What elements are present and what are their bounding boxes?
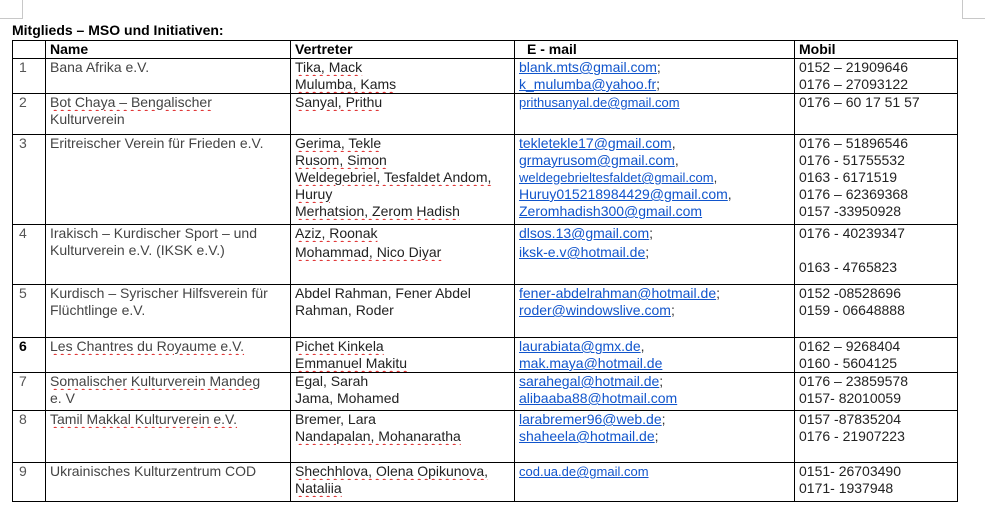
table-row [13,463,958,502]
org-name-cell [46,411,291,463]
header-name: Name [46,41,291,59]
mobile-cell [795,135,958,225]
mobile-number: 0176 - 21907223 [799,428,905,444]
representative-line: Huruy [295,186,333,202]
org-name-cell [46,338,291,373]
row-number: 7 [13,373,46,411]
mobile-cell [795,59,958,94]
org-name-line: Eritreischer Verein für Frieden e.V. [50,135,264,151]
email-link[interactable]: fener-abdelrahman@hotmail.de [519,285,717,301]
mobile-number: 0152 – 21909646 [799,59,908,75]
table-row [13,225,958,285]
email-cell [515,225,795,285]
email-separator: ; [649,225,654,241]
mobile-number: 0176 – 27093122 [799,76,908,92]
row-number: 6 [13,338,46,373]
row-number: 8 [13,411,46,463]
email-cell [515,59,795,94]
representative-cell [291,373,515,411]
email-cell [515,285,795,338]
mobile-number: 0176 – 51896546 [799,135,908,151]
representative-line: Bremer, Lara [295,411,376,427]
email-link[interactable]: iksk-e.v@hotmail.de [519,244,646,260]
header-number [13,41,46,59]
org-name-line: Ukrainisches Kulturzentrum COD [50,463,257,479]
representative-line: Mulumba, Kams [295,76,397,92]
row-number: 2 [13,94,46,135]
mobile-cell [795,225,958,285]
org-name-cell [46,225,291,285]
email-link[interactable]: k_mulumba@yahoo.fr [519,76,657,92]
email-separator: ; [656,76,661,92]
org-name-cell [46,135,291,225]
mobile-cell [795,285,958,338]
mobile-number: 0159 - 06648888 [799,302,905,318]
representative-line: Sanyal, Prithu [295,94,383,110]
mobile-number: 0176 - 40239347 [799,225,905,241]
email-cell [515,463,795,502]
email-separator: , [640,338,645,354]
email-link[interactable]: shaheela@hotmail.de [519,428,655,444]
representative-line: Abdel Rahman, Fener Abdel [295,285,471,301]
table-row [13,373,958,411]
email-link[interactable]: weldegebrieltesfaldet@gmail.com [519,170,714,185]
page-corner-mark-left [0,0,23,19]
email-cell [515,373,795,411]
row-number: 5 [13,285,46,338]
email-link[interactable]: roder@windowslive.com [519,302,671,318]
mobile-number: 0171- 1937948 [799,480,894,496]
mobile-number: 0176 – 60 17 51 57 [799,94,920,110]
mobile-number: 0163 - 6171519 [799,169,898,185]
representative-cell [291,411,515,463]
email-separator: ; [656,59,661,75]
org-name-line: Kulturverein e.V. (IKSK e.V.) [50,242,225,258]
org-name-line: Somalischer Kulturverein Mandeg [50,373,261,389]
email-separator: ; [654,428,659,444]
mobile-number: 0163 - 4765823 [799,259,898,275]
table-row [13,411,958,463]
header-mobil: Mobil [795,41,958,59]
representative-line: Rusom, Simon [295,152,387,168]
representative-cell [291,463,515,502]
representative-line: Emmanuel Makitu [295,355,408,371]
email-link[interactable]: sarahegal@hotmail.de [519,373,660,389]
email-separator: , [713,170,718,185]
representative-cell [291,285,515,338]
representative-line: Shechhlova, Olena Opikunova, [295,463,489,479]
row-number: 4 [13,225,46,285]
email-link[interactable]: Huruy015218984429@gmail.com [519,186,728,202]
email-link[interactable]: grmayrusom@gmail.com [519,152,675,168]
org-name-line: Kurdisch – Syrischer Hilfsverein für [50,285,268,301]
representative-line: Pichet Kinkela [295,338,384,354]
email-link[interactable]: mak.maya@hotmail.de [519,355,663,371]
email-separator: ; [670,302,675,318]
email-link[interactable]: cod.ua.de@gmail.com [519,464,649,479]
representative-line: Jama, Mohamed [295,390,400,406]
mobile-number: 0162 – 9268404 [799,338,901,354]
mobile-cell [795,463,958,502]
representative-line: Mohammad, Nico Diyar [295,244,442,260]
mobile-number: 0160 - 5604125 [799,355,898,371]
header-email: E - mail [515,41,795,59]
mobile-number: 0157 -87835204 [799,411,901,427]
email-cell [515,338,795,373]
row-number: 3 [13,135,46,225]
document-heading: Mitglieds – MSO und Initiativen: [12,22,224,38]
org-name-cell [46,59,291,94]
representative-line: Gerima, Tekle [295,135,382,151]
org-name-line: Les Chantres du Royaume e.V. [50,338,245,354]
row-number: 9 [13,463,46,502]
email-separator: , [674,152,679,168]
org-name-cell [46,373,291,411]
representative-cell [291,59,515,94]
mobile-cell [795,94,958,135]
representative-line: Egal, Sarah [295,373,369,389]
table-row [13,338,958,373]
email-cell [515,94,795,135]
row-number: 1 [13,59,46,94]
email-link[interactable]: tekletekle17@gmail.com [519,135,672,151]
mobile-number: 0176 – 62369368 [799,186,908,202]
representative-line: Rahman, Roder [295,302,394,318]
email-link[interactable]: alibaaba88@hotmail.com [519,390,678,406]
mobile-cell [795,338,958,373]
org-name-cell [46,285,291,338]
email-separator: ; [645,244,650,260]
mobile-number: 0176 - 51755532 [799,152,905,168]
header-vertreter: Vertreter [291,41,515,59]
email-link[interactable]: blank.mts@gmail.com [519,59,657,75]
representative-cell [291,225,515,285]
org-name-line: Bot Chaya – Bengalischer [50,94,212,110]
org-name-line: Bana Afrika e.V. [50,59,150,75]
org-name-line: Tamil Makkal Kulturverein e.V. [50,411,238,427]
org-name-line: e. V [50,390,75,406]
mobile-number: 0176 – 23859578 [799,373,908,389]
email-link[interactable]: laurabiata@gmx.de [519,338,641,354]
org-name-cell [46,94,291,135]
mobile-number: 0152 -08528696 [799,285,901,301]
mobile-number: 0151- 26703490 [799,463,901,479]
representative-line: Nandapalan, Mohanaratha [295,428,461,444]
representative-line: Weldegebriel, Tesfaldet Andom, [295,169,492,185]
table-row [13,94,958,135]
table-row [13,135,958,225]
email-link[interactable]: larabremer96@web.de [519,411,662,427]
email-cell [515,135,795,225]
email-link[interactable]: prithusanyal.de@gmail.com [519,95,680,110]
table-row [13,59,958,94]
email-separator: ; [659,373,664,389]
mobile-cell [795,411,958,463]
email-separator: ; [716,285,720,301]
members-table [12,40,958,502]
representative-line: Merhatsion, Zerom Hadish [295,203,460,219]
email-separator: , [727,186,732,202]
org-name-cell [46,463,291,502]
page-corner-mark-right [962,0,985,19]
representative-cell [291,94,515,135]
org-name-line: Irakisch – Kurdischer Sport – und [50,225,257,241]
email-separator: ; [661,411,666,427]
org-name-line: Flüchtlinge e.V. [50,302,146,318]
representative-cell [291,338,515,373]
representative-line: Nataliia [295,480,342,496]
mobile-number: 0157 -33950928 [799,203,901,219]
representative-line: Aziz, Roonak [295,225,378,241]
mobile-number: 0157- 82010059 [799,390,901,406]
org-name-line: Kulturverein [50,111,125,127]
representative-line: Tika, Mack [295,59,363,75]
email-link[interactable]: Zeromhadish300@gmail.com [519,203,703,219]
table-row [13,285,958,338]
email-cell [515,411,795,463]
email-link[interactable]: dlsos.13@gmail.com [519,225,650,241]
email-separator: , [671,135,676,151]
mobile-cell [795,373,958,411]
table-header-row [13,41,958,59]
representative-cell [291,135,515,225]
